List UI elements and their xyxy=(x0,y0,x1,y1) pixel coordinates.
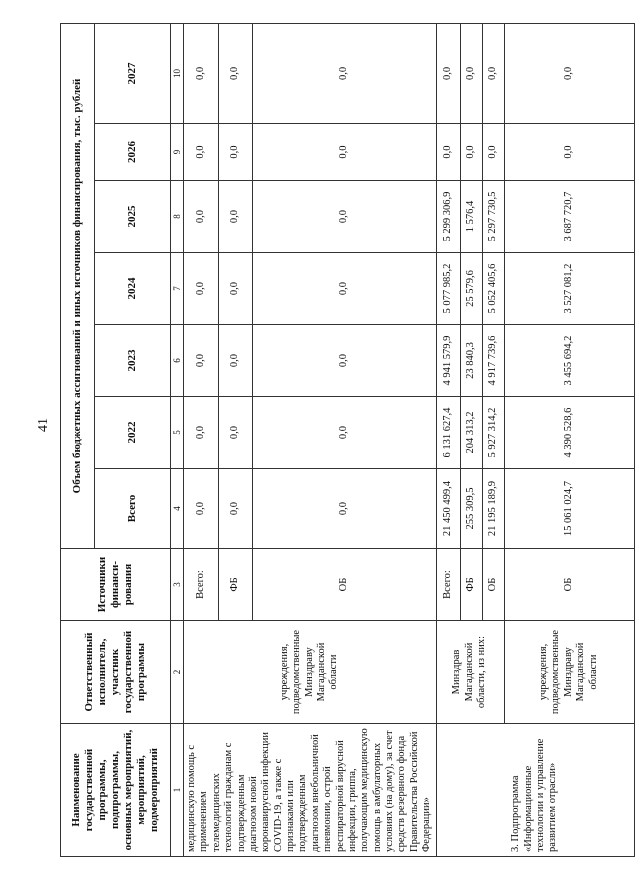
column-number: 7 xyxy=(171,253,184,325)
value-cell: 0,0 xyxy=(253,397,436,469)
value-cell: 25 579,6 xyxy=(460,253,482,325)
value-cell: 0,0 xyxy=(504,23,634,123)
value-cell: 0,0 xyxy=(184,325,219,397)
value-cell: 0,0 xyxy=(218,23,253,123)
value-cell: 0,0 xyxy=(253,325,436,397)
value-cell: 4 941 579,9 xyxy=(436,325,460,397)
column-number: 10 xyxy=(171,23,184,123)
executor-cell: учреждения, подведомственные Минздраву Магаданской области xyxy=(504,621,634,724)
value-cell: 0,0 xyxy=(482,23,504,123)
value-cell: 0,0 xyxy=(253,181,436,253)
year-header: Всего xyxy=(95,469,171,549)
table-row xyxy=(436,23,460,856)
value-cell: 1 576,4 xyxy=(460,181,482,253)
value-cell: 0,0 xyxy=(218,181,253,253)
source-cell: Всего: xyxy=(184,549,219,621)
value-cell: 5 077 985,2 xyxy=(436,253,460,325)
value-cell: 3 527 081,2 xyxy=(504,253,634,325)
value-cell: 0,0 xyxy=(482,124,504,181)
executor-cell: учреждения, подведомственные Минздраву Магаданской области xyxy=(184,621,437,724)
value-cell: 15 061 024,7 xyxy=(504,469,634,549)
measure-name: медицинскую помощь с применением телемедицинских технологий гражданам с подтвержденным диагнозом новой коронавирусной инфекции COVID-19, а также с признаками или подтвержденным диагнозом внебольничной пневмонии, острой респираторной вирусной инфекции, гриппа, получающим медицинскую помощь в амбулаторных условиях (на дому), за счет средств резервного фонда Правительства Российской Федерации» xyxy=(184,724,437,857)
value-cell: 0,0 xyxy=(218,469,253,549)
column-number: 1 xyxy=(171,724,184,857)
column-number: 8 xyxy=(171,181,184,253)
value-cell: 255 309,5 xyxy=(460,469,482,549)
funding-table xyxy=(60,23,635,857)
value-cell: 0,0 xyxy=(218,124,253,181)
value-cell: 0,0 xyxy=(253,23,436,123)
header-funding: Объем бюджетных ассигнований и иных источников финансирования, тыс. рублей xyxy=(61,23,95,548)
header-executor: Ответственный исполнитель, участник государственной программы xyxy=(61,621,171,724)
year-header: 2022 xyxy=(95,397,171,469)
value-cell: 0,0 xyxy=(184,23,219,123)
source-cell: ОБ xyxy=(482,549,504,621)
value-cell: 5 297 730,5 xyxy=(482,181,504,253)
header-source: Источники финанси-рования xyxy=(61,549,171,621)
year-header: 2023 xyxy=(95,325,171,397)
header-name: Наименование государственной программы, подпрограммы, основных мероприятий, мероприятий, подмероприятий xyxy=(61,724,171,857)
column-number: 5 xyxy=(171,397,184,469)
value-cell: 0,0 xyxy=(184,253,219,325)
value-cell: 3 455 694,2 xyxy=(504,325,634,397)
page-number: 41 xyxy=(36,418,51,432)
subprogram-name: 3. Подпрограмма «Информационные технологии и управление развитием отрасли» xyxy=(436,724,634,857)
year-header: 2024 xyxy=(95,253,171,325)
value-cell: 23 840,3 xyxy=(460,325,482,397)
column-number: 4 xyxy=(171,469,184,549)
value-cell: 0,0 xyxy=(460,124,482,181)
year-header: 2025 xyxy=(95,181,171,253)
source-cell: Всего: xyxy=(436,549,460,621)
year-header: 2027 xyxy=(95,23,171,123)
source-cell: ФБ xyxy=(460,549,482,621)
column-number: 3 xyxy=(171,549,184,621)
value-cell: 0,0 xyxy=(504,124,634,181)
value-cell: 0,0 xyxy=(436,124,460,181)
column-number: 9 xyxy=(171,124,184,181)
value-cell: 0,0 xyxy=(184,397,219,469)
value-cell: 0,0 xyxy=(218,325,253,397)
value-cell: 5 052 405,6 xyxy=(482,253,504,325)
executor-cell: Минздрав Магаданской области, из них: xyxy=(436,621,504,724)
column-number: 6 xyxy=(171,325,184,397)
value-cell: 0,0 xyxy=(184,469,219,549)
value-cell: 0,0 xyxy=(460,23,482,123)
value-cell: 0,0 xyxy=(436,23,460,123)
source-cell: ОБ xyxy=(253,549,436,621)
value-cell: 0,0 xyxy=(218,253,253,325)
value-cell: 5 299 306,9 xyxy=(436,181,460,253)
value-cell: 204 313,2 xyxy=(460,397,482,469)
column-number: 2 xyxy=(171,621,184,724)
source-cell: ОБ xyxy=(504,549,634,621)
value-cell: 5 927 314,2 xyxy=(482,397,504,469)
value-cell: 4 917 739,6 xyxy=(482,325,504,397)
value-cell: 0,0 xyxy=(184,124,219,181)
value-cell: 0,0 xyxy=(253,253,436,325)
rotated-table-wrapper xyxy=(60,24,630,857)
value-cell: 4 390 528,6 xyxy=(504,397,634,469)
value-cell: 21 450 499,4 xyxy=(436,469,460,549)
year-header: 2026 xyxy=(95,124,171,181)
source-cell: ФБ xyxy=(218,549,253,621)
value-cell: 21 195 189,9 xyxy=(482,469,504,549)
table-row xyxy=(184,23,219,856)
value-cell: 0,0 xyxy=(253,469,436,549)
value-cell: 6 131 627,4 xyxy=(436,397,460,469)
value-cell: 3 687 720,7 xyxy=(504,181,634,253)
value-cell: 0,0 xyxy=(218,397,253,469)
value-cell: 0,0 xyxy=(184,181,219,253)
value-cell: 0,0 xyxy=(253,124,436,181)
